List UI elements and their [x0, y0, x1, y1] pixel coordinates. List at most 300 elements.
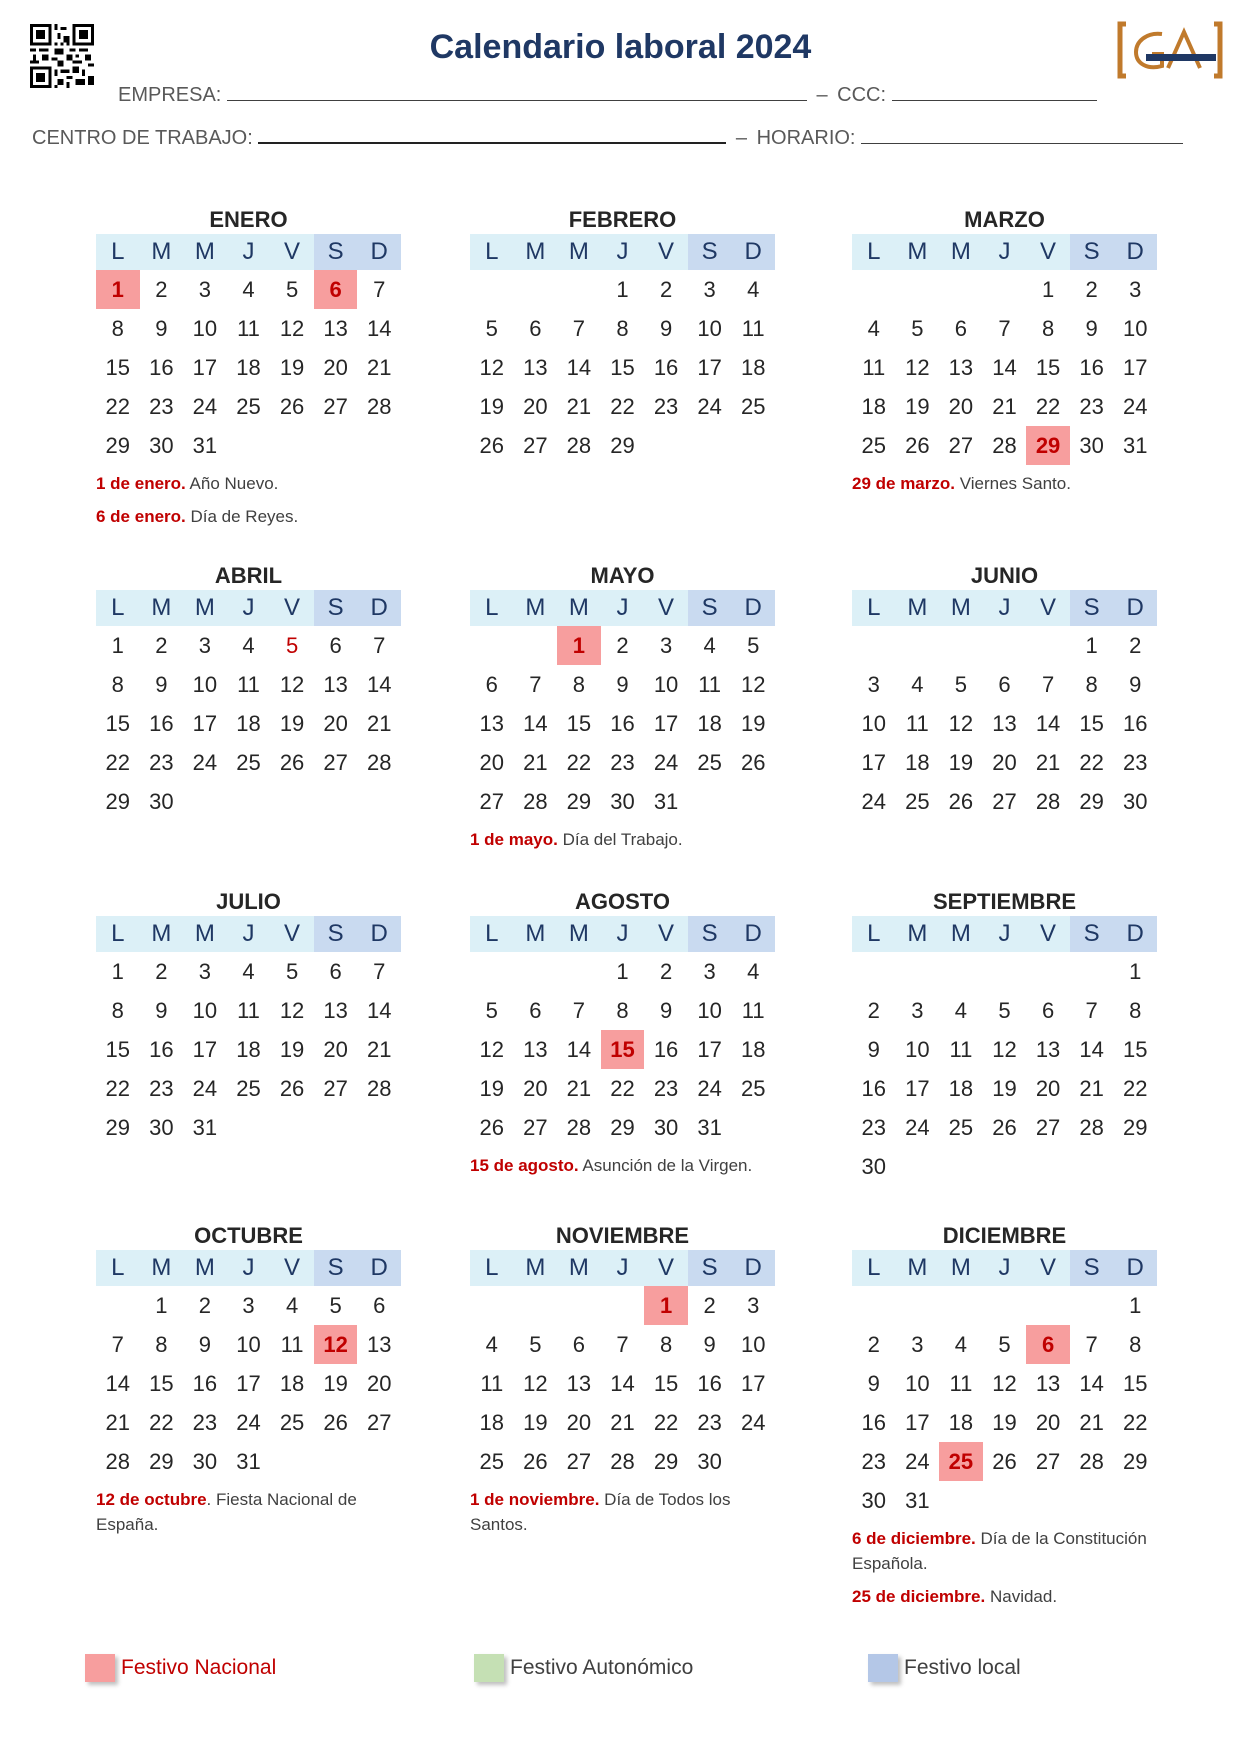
month-junio — [852, 562, 1157, 821]
day-cell: 25 — [740, 1076, 766, 1101]
day-cell: 24 — [653, 750, 679, 775]
day-cell: 7 — [373, 633, 386, 658]
month-diciembre — [852, 1222, 1157, 1617]
weekday-label: M — [950, 920, 971, 947]
weekday-label: L — [111, 920, 125, 947]
day-cell: 9 — [155, 672, 168, 697]
empty-cell — [470, 270, 514, 309]
weekday-header — [470, 1250, 775, 1286]
day-cell: 26 — [279, 750, 305, 775]
day-cell: 15 — [105, 1037, 131, 1062]
holiday-notes — [470, 1487, 775, 1537]
empty-cell — [896, 952, 940, 991]
day-cell: 22 — [566, 750, 592, 775]
day-cell: 18 — [479, 1410, 505, 1435]
month-name: MARZO — [964, 207, 1045, 232]
month-name: MAYO — [590, 563, 655, 588]
weekday-label: L — [485, 238, 499, 265]
day-cell: 25 — [697, 750, 722, 775]
empresa-line — [118, 82, 1097, 107]
day-cell: 21 — [610, 1410, 635, 1435]
holiday-note-date: 1 de enero. — [96, 474, 186, 493]
day-cell: 2 — [867, 1332, 880, 1357]
month-name: AGOSTO — [575, 889, 670, 914]
holiday-note-text: Día de Todos los Santos. — [470, 1490, 731, 1534]
day-cell: 3 — [703, 959, 716, 984]
day-cell: 31 — [697, 1115, 722, 1140]
day-cell: 18 — [279, 1371, 305, 1396]
day-cell: 26 — [992, 1449, 1017, 1474]
holiday-note-text: Año Nuevo. — [185, 474, 279, 493]
holiday-note — [852, 471, 1157, 496]
day-cell: 12 — [992, 1037, 1017, 1062]
day-cell: 13 — [323, 998, 348, 1023]
day-cell: 13 — [1035, 1037, 1061, 1062]
weekday-label: D — [731, 1250, 775, 1286]
day-cell: 11 — [905, 711, 929, 736]
day-cell: 7 — [373, 277, 386, 302]
day-cell: 3 — [198, 633, 212, 658]
weekday-label: D — [1113, 916, 1157, 952]
day-cell: 12 — [279, 316, 305, 341]
day-cell: 21 — [366, 355, 392, 380]
day-cell: 12 — [279, 672, 305, 697]
legend-festivo-local — [868, 1654, 1021, 1682]
day-cell: 6 — [1041, 998, 1055, 1023]
day-cell: 10 — [740, 1332, 766, 1357]
empresa-label: EMPRESA: — [118, 84, 222, 106]
day-cell: 24 — [861, 789, 887, 814]
day-cell: 22 — [1079, 750, 1104, 775]
company-logo-icon — [1116, 20, 1224, 80]
empty-cell — [470, 1286, 514, 1325]
day-cell: 10 — [653, 672, 679, 697]
day-cell: 31 — [236, 1449, 261, 1474]
day-cell: 18 — [948, 1076, 974, 1101]
day-cell: 20 — [323, 711, 348, 736]
holiday-note-text: . Fiesta Nacional de España. — [96, 1490, 357, 1534]
day-cell: 13 — [323, 316, 348, 341]
day-cell: 5 — [747, 633, 760, 658]
day-cell: 7 — [111, 1332, 124, 1357]
day-cell: 7 — [998, 316, 1011, 341]
day-cell: 13 — [479, 711, 505, 736]
day-cell: 23 — [149, 394, 174, 419]
day-cell: 10 — [697, 998, 722, 1023]
day-cell: 22 — [610, 1076, 635, 1101]
day-cell: 15 — [1122, 1037, 1148, 1062]
day-cell: 20 — [1035, 1410, 1061, 1435]
day-cell: 1 — [111, 633, 124, 658]
ccc-field[interactable] — [892, 82, 1097, 101]
month-octubre — [96, 1222, 401, 1545]
day-cell: 9 — [867, 1371, 880, 1396]
page-title: Calendario laboral 2024 — [429, 28, 812, 66]
weekday-label: J — [998, 238, 1011, 265]
day-cell: 23 — [1079, 394, 1104, 419]
month-marzo — [852, 206, 1157, 504]
weekday-label: S — [1070, 234, 1114, 270]
day-cell: 16 — [149, 711, 174, 736]
day-cell: 4 — [242, 633, 255, 658]
empty-cell — [852, 952, 896, 991]
weekday-header — [470, 590, 775, 626]
day-cell: 5 — [998, 1332, 1011, 1357]
weekday-label: V — [1040, 1254, 1057, 1281]
day-cell: 17 — [192, 711, 218, 736]
day-cell: 4 — [242, 277, 255, 302]
holiday-day-cell: 1 — [644, 1286, 688, 1325]
day-cell: 6 — [572, 1332, 586, 1357]
day-cell: 4 — [747, 959, 760, 984]
day-cell: 3 — [911, 998, 924, 1023]
weekday-label: L — [867, 920, 881, 947]
weekday-label: J — [616, 238, 629, 265]
day-cell: 16 — [192, 1371, 218, 1396]
day-cell: 2 — [616, 633, 629, 658]
day-cell: 17 — [905, 1076, 930, 1101]
day-cell: 16 — [1122, 711, 1148, 736]
day-cell: 5 — [998, 998, 1011, 1023]
weekday-label: S — [1070, 916, 1114, 952]
weekday-label: M — [950, 1254, 971, 1281]
day-cell: 31 — [192, 1115, 218, 1140]
weekday-label: M — [950, 238, 971, 265]
day-cell: 11 — [237, 316, 260, 341]
horario-field[interactable] — [861, 125, 1183, 144]
day-cell: 14 — [1079, 1371, 1104, 1396]
legend-festivo-autonomico — [474, 1654, 693, 1682]
day-cell: 5 — [329, 1293, 342, 1318]
day-cell: 10 — [192, 316, 218, 341]
day-cell: 2 — [659, 277, 673, 302]
day-grid — [470, 952, 775, 1147]
day-cell: 12 — [905, 355, 930, 380]
centro-field[interactable] — [258, 124, 726, 144]
day-cell: 5 — [285, 633, 299, 658]
weekday-label: M — [151, 238, 172, 265]
day-cell: 28 — [366, 394, 392, 419]
empty-cell — [896, 270, 940, 309]
month-name: SEPTIEMBRE — [932, 889, 1077, 914]
day-cell: 2 — [155, 277, 168, 302]
day-cell: 7 — [1041, 672, 1055, 697]
day-cell: 9 — [198, 1332, 212, 1357]
day-cell: 14 — [1035, 711, 1061, 736]
empty-cell — [852, 1286, 896, 1325]
day-cell: 29 — [610, 433, 635, 458]
day-cell: 17 — [192, 1037, 218, 1062]
weekday-label: M — [907, 238, 928, 265]
weekday-header — [96, 590, 401, 626]
day-cell: 27 — [523, 1115, 548, 1140]
day-cell: 21 — [1079, 1410, 1104, 1435]
day-cell: 8 — [572, 672, 586, 697]
day-cell: 4 — [703, 633, 716, 658]
day-cell: 23 — [192, 1410, 218, 1435]
weekday-header — [96, 1250, 401, 1286]
day-cell: 24 — [192, 750, 218, 775]
day-cell: 30 — [861, 1488, 887, 1513]
day-cell: 11 — [862, 355, 886, 380]
day-cell: 8 — [155, 1332, 168, 1357]
legend-label: Festivo local — [904, 1656, 1021, 1679]
day-cell: 14 — [566, 1037, 592, 1062]
day-cell: 30 — [149, 789, 174, 814]
empty-cell — [1026, 952, 1070, 991]
day-cell: 30 — [149, 433, 174, 458]
weekday-label: J — [998, 920, 1011, 947]
day-cell: 21 — [366, 1037, 392, 1062]
weekday-label: D — [357, 916, 401, 952]
weekday-label: D — [1113, 1250, 1157, 1286]
day-cell: 19 — [992, 1410, 1017, 1435]
day-cell: 11 — [698, 672, 722, 697]
holiday-note-date: 1 de noviembre. — [470, 1490, 600, 1509]
legend-label: Festivo Nacional — [121, 1656, 277, 1679]
day-cell: 24 — [192, 394, 218, 419]
empty-cell — [514, 270, 558, 309]
day-cell: 26 — [323, 1410, 348, 1435]
legend-swatch — [85, 1654, 115, 1682]
day-cell: 14 — [366, 316, 392, 341]
day-cell: 6 — [954, 316, 968, 341]
weekday-header — [852, 234, 1157, 270]
empty-cell — [939, 952, 983, 991]
holiday-note — [470, 827, 775, 852]
weekday-label: M — [568, 1254, 589, 1281]
day-cell: 3 — [198, 277, 212, 302]
day-cell: 16 — [653, 355, 679, 380]
empty-cell — [557, 1286, 601, 1325]
weekday-label: M — [907, 594, 928, 621]
legend-swatch — [474, 1654, 504, 1682]
day-cell: 15 — [1079, 711, 1104, 736]
day-cell: 19 — [948, 750, 974, 775]
day-cell: 10 — [905, 1371, 930, 1396]
month-name: ENERO — [209, 207, 288, 232]
empty-cell — [470, 952, 514, 991]
day-cell: 7 — [1085, 1332, 1098, 1357]
weekday-label: S — [314, 234, 358, 270]
day-cell: 2 — [659, 959, 673, 984]
empty-cell — [1026, 1286, 1070, 1325]
weekday-label: M — [568, 920, 589, 947]
holiday-note-text: Asunción de la Virgen. — [578, 1156, 753, 1175]
day-cell: 15 — [1122, 1371, 1148, 1396]
weekday-label: M — [194, 1254, 215, 1281]
weekday-label: L — [111, 1254, 125, 1281]
weekday-label: M — [151, 1254, 172, 1281]
empty-cell — [896, 626, 940, 665]
day-cell: 10 — [192, 672, 218, 697]
day-grid — [96, 626, 401, 821]
day-cell: 17 — [905, 1410, 930, 1435]
day-cell: 29 — [105, 789, 131, 814]
day-cell: 9 — [1129, 672, 1142, 697]
day-cell: 2 — [198, 1293, 212, 1318]
day-cell: 30 — [653, 1115, 679, 1140]
day-cell: 27 — [523, 433, 548, 458]
empty-cell — [939, 626, 983, 665]
holiday-day-cell: 12 — [314, 1325, 358, 1364]
weekday-label: L — [867, 238, 881, 265]
weekday-label: L — [111, 594, 125, 621]
day-grid — [96, 1286, 401, 1481]
day-cell: 27 — [323, 750, 348, 775]
weekday-label: D — [731, 916, 775, 952]
day-cell: 10 — [861, 711, 887, 736]
day-cell: 7 — [572, 998, 586, 1023]
day-cell: 2 — [703, 1293, 716, 1318]
month-agosto — [470, 888, 775, 1186]
day-cell: 23 — [653, 394, 679, 419]
day-cell: 14 — [523, 711, 548, 736]
day-cell: 25 — [236, 1076, 261, 1101]
day-cell: 16 — [610, 711, 635, 736]
weekday-label: J — [242, 1254, 255, 1281]
day-cell: 3 — [659, 633, 673, 658]
holiday-note-date: 1 de mayo. — [470, 830, 558, 849]
empresa-field[interactable] — [227, 82, 807, 101]
day-cell: 19 — [279, 1037, 305, 1062]
weekday-label: L — [485, 594, 499, 621]
day-cell: 28 — [1079, 1449, 1104, 1474]
weekday-header — [852, 1250, 1157, 1286]
day-grid — [96, 270, 401, 465]
holiday-note — [470, 1153, 775, 1178]
day-cell: 14 — [366, 998, 392, 1023]
day-cell: 2 — [1085, 277, 1098, 302]
day-cell: 30 — [861, 1154, 887, 1179]
day-cell: 15 — [149, 1371, 174, 1396]
weekday-header — [470, 234, 775, 270]
day-cell: 13 — [1035, 1371, 1061, 1396]
weekday-label: D — [357, 590, 401, 626]
day-cell: 22 — [1035, 394, 1061, 419]
weekday-label: D — [731, 234, 775, 270]
day-cell: 17 — [1122, 355, 1148, 380]
empty-cell — [983, 952, 1027, 991]
day-cell: 1 — [1129, 959, 1142, 984]
weekday-label: S — [688, 590, 732, 626]
weekday-label: M — [525, 920, 546, 947]
day-cell: 5 — [285, 277, 299, 302]
day-cell: 21 — [105, 1410, 131, 1435]
empty-cell — [1070, 952, 1114, 991]
day-cell: 12 — [279, 998, 305, 1023]
day-cell: 13 — [523, 1037, 548, 1062]
day-cell: 28 — [992, 433, 1017, 458]
day-cell: 31 — [905, 1488, 930, 1513]
weekday-label: M — [194, 238, 215, 265]
day-cell: 25 — [279, 1410, 305, 1435]
weekday-label: J — [616, 594, 629, 621]
weekday-label: S — [1070, 590, 1114, 626]
holiday-day-cell: 29 — [1026, 426, 1070, 465]
day-cell: 22 — [1122, 1076, 1148, 1101]
weekday-label: M — [568, 238, 589, 265]
day-cell: 23 — [1122, 750, 1148, 775]
day-cell: 26 — [948, 789, 974, 814]
day-cell: 2 — [155, 633, 168, 658]
day-cell: 17 — [697, 355, 722, 380]
day-cell: 1 — [111, 959, 124, 984]
day-cell: 24 — [740, 1410, 766, 1435]
day-cell: 11 — [280, 1332, 304, 1357]
day-cell: 6 — [998, 672, 1011, 697]
empty-cell — [557, 270, 601, 309]
weekday-label: S — [314, 590, 358, 626]
day-cell: 18 — [236, 711, 261, 736]
weekday-label: D — [1113, 234, 1157, 270]
day-cell: 3 — [747, 1293, 760, 1318]
holiday-note-date: 25 de diciembre. — [852, 1587, 986, 1606]
weekday-label: M — [194, 920, 215, 947]
day-cell: 17 — [192, 355, 218, 380]
day-cell: 28 — [1035, 789, 1061, 814]
month-name: ABRIL — [214, 563, 283, 588]
holiday-note — [852, 1584, 1157, 1609]
empty-cell — [939, 270, 983, 309]
weekday-label: V — [284, 920, 301, 947]
weekday-label: V — [284, 1254, 301, 1281]
holiday-day-cell: 15 — [601, 1030, 645, 1069]
day-cell: 12 — [992, 1371, 1017, 1396]
month-febrero — [470, 206, 775, 465]
day-cell: 5 — [485, 316, 498, 341]
day-cell: 8 — [1041, 316, 1055, 341]
day-cell: 8 — [1085, 672, 1098, 697]
day-cell: 8 — [659, 1332, 673, 1357]
day-cell: 14 — [992, 355, 1017, 380]
day-cell: 20 — [479, 750, 505, 775]
day-cell: 10 — [236, 1332, 261, 1357]
empty-cell — [852, 270, 896, 309]
day-cell: 29 — [105, 433, 131, 458]
weekday-label: V — [1040, 594, 1057, 621]
weekday-label: M — [194, 594, 215, 621]
day-cell: 9 — [703, 1332, 716, 1357]
holiday-note-date: 6 de diciembre. — [852, 1529, 976, 1548]
day-cell: 26 — [740, 750, 766, 775]
day-cell: 7 — [373, 959, 386, 984]
day-cell: 9 — [867, 1037, 880, 1062]
day-cell: 14 — [105, 1371, 131, 1396]
month-name: NOVIEMBRE — [555, 1223, 690, 1248]
day-cell: 8 — [111, 998, 124, 1023]
day-grid — [852, 626, 1157, 821]
day-grid — [470, 626, 775, 821]
day-grid — [470, 270, 775, 465]
day-cell: 1 — [616, 277, 629, 302]
day-cell: 27 — [479, 789, 505, 814]
day-cell: 30 — [149, 1115, 174, 1140]
day-cell: 5 — [954, 672, 968, 697]
day-cell: 15 — [610, 355, 635, 380]
day-cell: 2 — [867, 998, 880, 1023]
weekday-label: V — [284, 238, 301, 265]
month-enero — [96, 206, 401, 537]
month-name: JULIO — [216, 889, 281, 914]
day-cell: 27 — [1035, 1115, 1061, 1140]
month-mayo — [470, 562, 775, 860]
day-cell: 3 — [198, 959, 212, 984]
day-cell: 1 — [1041, 277, 1055, 302]
day-cell: 19 — [279, 711, 305, 736]
day-cell: 21 — [366, 711, 392, 736]
day-cell: 20 — [948, 394, 974, 419]
